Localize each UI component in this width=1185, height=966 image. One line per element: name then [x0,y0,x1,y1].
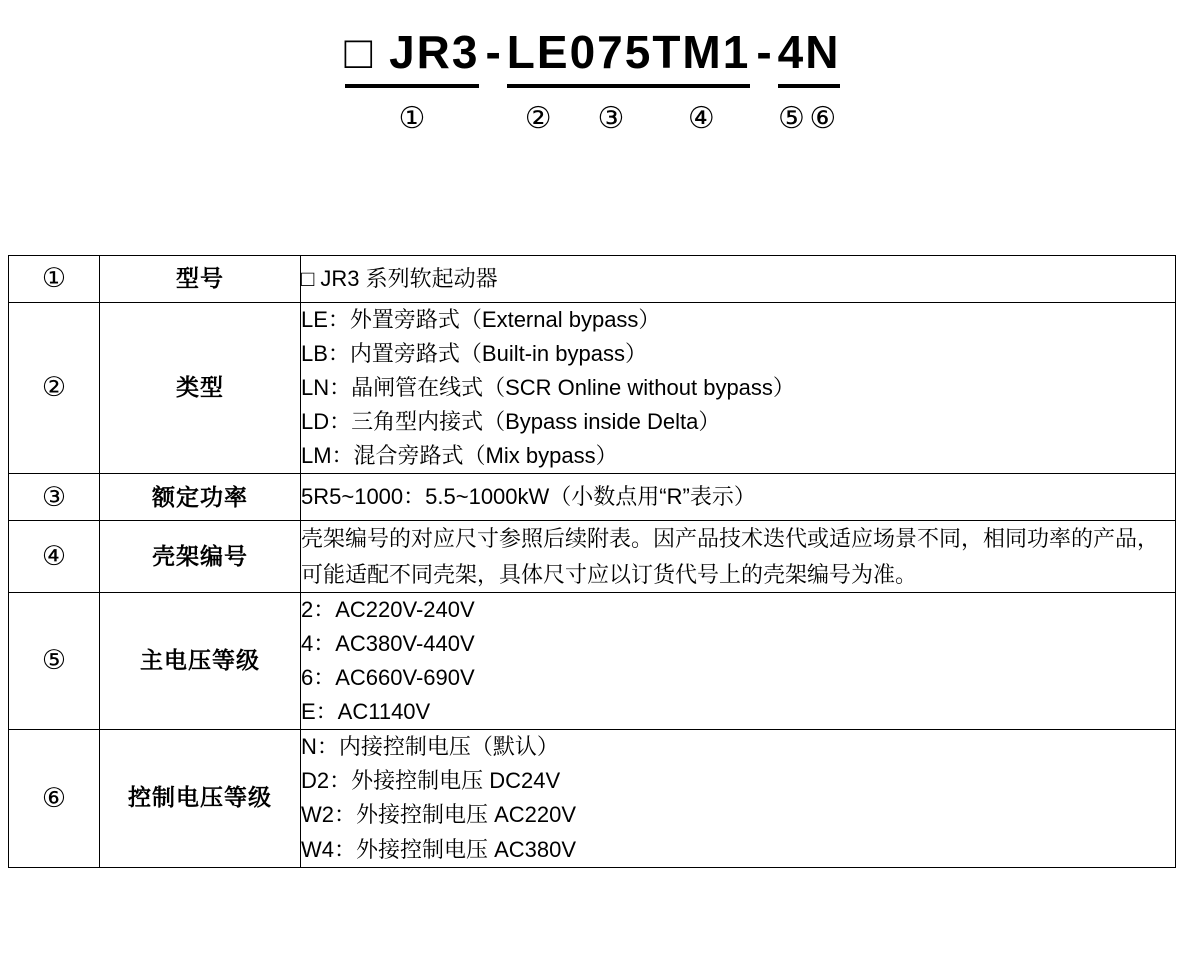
code-underline-6 [805,84,840,88]
row-name-5: 主电压等级 [100,592,301,729]
table-row [9,730,1176,867]
table-row [9,303,1176,474]
row-desc-6 [301,730,1176,867]
table-row [9,256,1176,303]
row-name-4: 壳架编号 [100,521,301,592]
desc-line: LD：三角型内接式（Bypass inside Delta） [301,409,721,435]
desc-line: W2：外接控制电压 AC220V [301,802,577,828]
table-row [9,521,1176,592]
row-desc-4 [301,521,1176,592]
code-underline-1 [345,84,480,88]
row-desc-2 [301,303,1176,474]
desc-line: 6：AC660V-690V [301,665,475,691]
desc-line: N：内接控制电压（默认） [301,734,559,760]
desc-paragraph: 壳架编号的对应尺寸参照后续附表。因产品技术迭代或适应场景不同，相同功率的产品，可能适配不同壳架，具体尺寸应以订货代号上的壳架编号为准。 [301,526,1160,587]
table-row [9,592,1176,729]
desc-line: D2：外接控制电压 DC24V [301,768,561,794]
specification-table [8,255,1176,868]
code-underline-3 [570,84,653,88]
row-name-3: 额定功率 [100,474,301,521]
row-marker-1: ① [9,256,100,303]
desc-line: E：AC1140V [301,699,431,725]
row-name-1: 型号 [100,256,301,303]
desc-line: 2：AC220V-240V [301,596,475,622]
row-desc-5 [301,592,1176,729]
code-group-3 [570,22,653,136]
desc-line: 4：AC380V-440V [301,630,475,656]
code-marker-2: ② [524,101,552,136]
code-underline-5 [778,84,806,88]
desc-line: LM：混合旁路式（Mix bypass） [301,443,618,469]
code-marker-1: ① [398,101,426,136]
code-chars-2: LE [506,26,570,78]
code-group-5 [778,22,806,136]
row-desc-1 [301,256,1176,303]
code-group-2 [507,22,570,136]
desc-line: LE：外置旁路式（External bypass） [301,307,661,332]
desc-line: LB：内置旁路式（Built-in bypass） [301,341,647,367]
row-name-2: 类型 [100,303,301,474]
order-code-row [0,22,1185,136]
specification-table-wrapper [8,255,1176,868]
row-desc-3 [301,474,1176,521]
row-marker-6: ⑥ [9,730,100,867]
row-marker-4: ④ [9,521,100,592]
desc-line: 5R5~1000：5.5~1000kW（小数点用“R”表示） [301,484,756,510]
order-code-breakdown [0,0,1185,190]
code-marker-5: ⑤ [778,101,805,136]
code-marker-3: ③ [597,101,625,136]
code-chars-5: 4 [777,26,806,78]
row-name-6: 控制电压等级 [100,730,301,867]
code-marker-4: ④ [687,101,715,136]
row-marker-5: ⑤ [9,592,100,729]
code-group-1 [345,22,480,136]
code-group-4 [652,22,750,136]
row-marker-3: ③ [9,474,100,521]
code-chars-4: TM1 [652,26,751,78]
code-group-6 [805,22,840,136]
code-separator-1: - [485,26,501,78]
code-chars-6: N [805,26,841,78]
code-chars-3: 075 [569,26,653,78]
desc-line: LN：晶闸管在线式（SCR Online without bypass） [301,375,795,401]
code-chars-1: □ JR3 [344,26,480,78]
code-underline-4 [652,84,750,88]
row-marker-2: ② [9,303,100,474]
desc-line: W4：外接控制电压 AC380V [301,836,577,862]
code-separator-2: - [756,26,772,78]
code-underline-2 [507,84,570,88]
desc-line: □ JR3 系列软起动器 [301,265,498,291]
code-marker-6: ⑥ [809,101,837,136]
table-row [9,474,1176,521]
